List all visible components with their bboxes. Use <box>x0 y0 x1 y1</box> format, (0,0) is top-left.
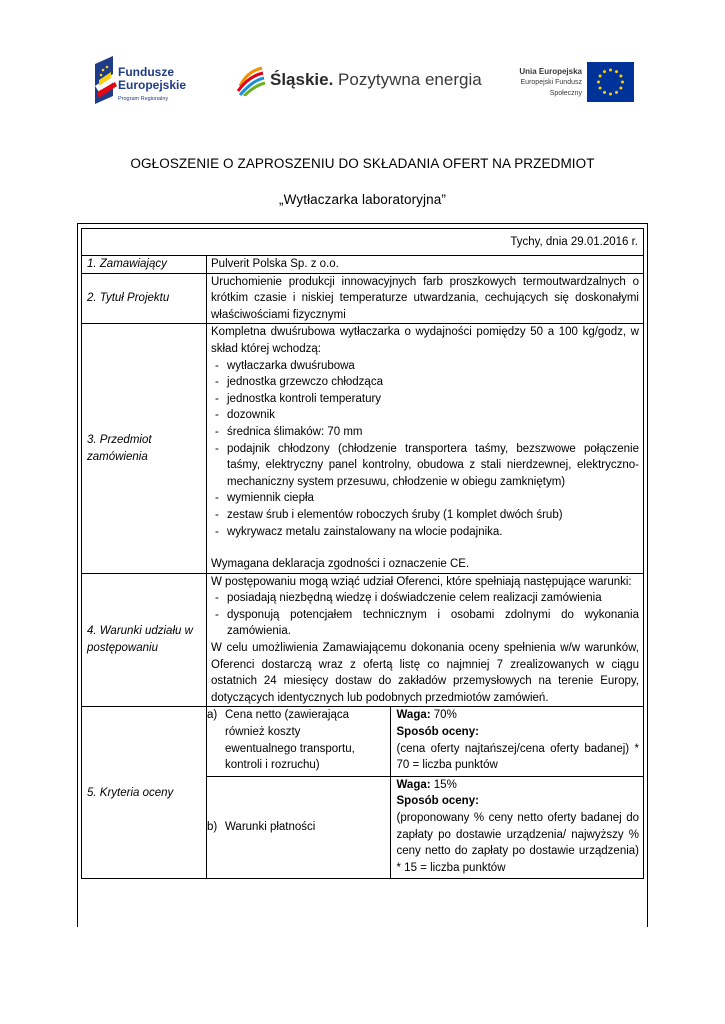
list-item: - wymiennik ciepła <box>211 490 639 507</box>
przedmiot-list <box>211 358 639 541</box>
list-item: - wykrywacz metalu zainstalowany na wlocie podajnika. <box>211 524 639 541</box>
kryteria-b-sposob-label: Sposób oceny: <box>396 795 479 808</box>
kryteria-a-name <box>207 707 390 775</box>
kryteria-b-sposob-text: (proponowany % ceny netto oferty badanej do zapłaty po dostawie urządzenia/ najwyższy % ceny netto do zapłaty po dostawie urządzenia) * 15 = liczba punktów <box>396 812 639 874</box>
kryteria-b-name <box>207 777 390 879</box>
date-cell: Tychy, dnia 29.01.2016 r. <box>82 229 644 256</box>
label-warunki-udzialu: 4. Warunki udziału w postępowaniu <box>82 573 207 707</box>
fundusze-line3: Program Regionalny <box>118 96 169 102</box>
list-item: - jednostka kontroli temperatury <box>211 391 639 408</box>
kryteria-b-text: Warunki płatności <box>225 821 316 834</box>
kryteria-a-sposob-label: Sposób oceny: <box>396 726 479 739</box>
row-zamawiajacy <box>82 256 644 274</box>
list-item: - średnica ślimaków: 70 mm <box>211 424 639 441</box>
row-tytul-projektu <box>82 273 644 324</box>
fundusze-europejskie-flag-icon <box>93 56 119 108</box>
warunki-list <box>211 590 639 640</box>
list-item: - posiadają niezbędną wiedzę i doświadczenie celem realizacji zamówienia <box>211 590 639 607</box>
label-kryteria-oceny: 5. Kryteria oceny <box>82 707 207 879</box>
kryteria-b-letter: b) <box>207 821 218 834</box>
slaskie-logo <box>236 64 482 96</box>
kryteria-a-details <box>390 707 643 775</box>
przedmiot-intro: Kompletna dwuśrubowa wytłaczarka o wydajności pomiędzy 50 a 100 kg/godz, w skład której wchodzą: <box>211 326 639 355</box>
row-warunki-udzialu <box>82 573 644 707</box>
ue-line1: Unia Europejska <box>519 67 582 76</box>
kryteria-b-details <box>390 777 643 879</box>
kryteria-b-table <box>207 777 643 879</box>
ue-line2: Europejski Fundusz Społeczny <box>520 79 582 97</box>
kryteria-b-waga-label: Waga: <box>396 778 431 791</box>
kryteria-a-sposob-text: (cena oferty najtańszej/cena oferty badanej) * 70 = liczba punktów <box>396 742 639 772</box>
kryteria-a-letter: a) <box>207 709 218 722</box>
row-przedmiot-zamowienia <box>82 324 644 573</box>
row-kryteria-a <box>82 707 644 776</box>
list-item: - dozownik <box>211 407 639 424</box>
eu-flag-icon <box>587 62 634 102</box>
page-title: OGŁOSZENIE O ZAPROSZENIU DO SKŁADANIA OFERT NA PRZEDMIOT <box>130 156 595 171</box>
slaskie-swirl-icon <box>236 64 266 96</box>
warunki-intro: W postępowaniu mogą wziąć udział Oferenci, które spełniają następujące warunki: <box>211 575 632 588</box>
kryteria-a-text: Cena netto (zawierająca również koszty ewentualnego transportu, kontroli i rozruchu) <box>225 709 355 772</box>
unia-europejska-logo <box>492 62 634 104</box>
value-zamawiajacy: Pulverit Polska Sp. z o.o. <box>207 256 644 274</box>
spacer <box>211 540 639 556</box>
list-item: - dysponują potencjałem technicznym i osobami zdolnymi do wykonania zamówienia. <box>211 607 639 640</box>
fundusze-line2: Europejskie <box>118 78 187 92</box>
list-item: - zestaw śrub i elementów roboczych śruby (1 komplet dwóch śrub) <box>211 507 639 524</box>
przedmiot-footer: Wymagana deklaracja zgodności i oznaczenie CE. <box>211 558 470 571</box>
kryteria-b-waga-value: 15% <box>430 778 457 791</box>
date-row <box>82 229 644 256</box>
kryteria-b-cell <box>207 776 644 879</box>
page-subject: „Wytłaczarka laboratoryjna” <box>279 192 446 207</box>
offer-table-container <box>81 228 644 879</box>
list-item: - wytłaczarka dwuśrubowa <box>211 358 639 375</box>
fundusze-europejskie-logo <box>93 56 203 108</box>
value-warunki-udzialu <box>207 573 644 707</box>
list-item: - podajnik chłodzony (chłodzenie transportera taśmy, bezszwowe połączenie taśmy, elektryczny panel kontrolny, obudowa z stali nierdzewnej, elektryczno-mechaniczny system przesuwu, chłodzenie w obiegu zamkniętym) <box>211 441 639 491</box>
warunki-outro: W celu umożliwienia Zamawiającemu dokonania oceny spełnienia w/w warunków, Oferenci dostarczą wraz z ofertą listę co najmniej 7 zrealizowanych w ciągu ostatnich 24 miesięcy dostaw do zakładów przemysłowych na terenie Europy, dotyczących identycznych lub podobnych przedmiotów zamówień. <box>211 642 639 704</box>
list-item: - jednostka grzewczo chłodząca <box>211 374 639 391</box>
label-zamawiajacy: 1. Zamawiający <box>82 256 207 274</box>
kryteria-a-cell <box>207 707 644 776</box>
offer-table <box>81 228 644 879</box>
value-tytul-projektu: Uruchomienie produkcji innowacyjnych farb proszkowych termoutwardzalnych o krótkim czasie i niskiej temperaturze utwardzania, cechujących się doskonałymi właściwościami fizycznymi <box>207 273 644 324</box>
label-przedmiot-zamowienia: 3. Przedmiot zamówienia <box>82 324 207 573</box>
kryteria-a-waga-label: Waga: <box>396 709 431 722</box>
label-tytul-projektu: 2. Tytuł Projektu <box>82 273 207 324</box>
kryteria-a-waga-value: 70% <box>430 709 457 722</box>
kryteria-a-table <box>207 707 643 775</box>
fundusze-line1: Fundusze <box>118 65 174 79</box>
value-przedmiot-zamowienia <box>207 324 644 573</box>
slaskie-bold-text: Śląskie. <box>270 70 334 89</box>
slaskie-rest-text: Pozytywna energia <box>333 70 482 89</box>
